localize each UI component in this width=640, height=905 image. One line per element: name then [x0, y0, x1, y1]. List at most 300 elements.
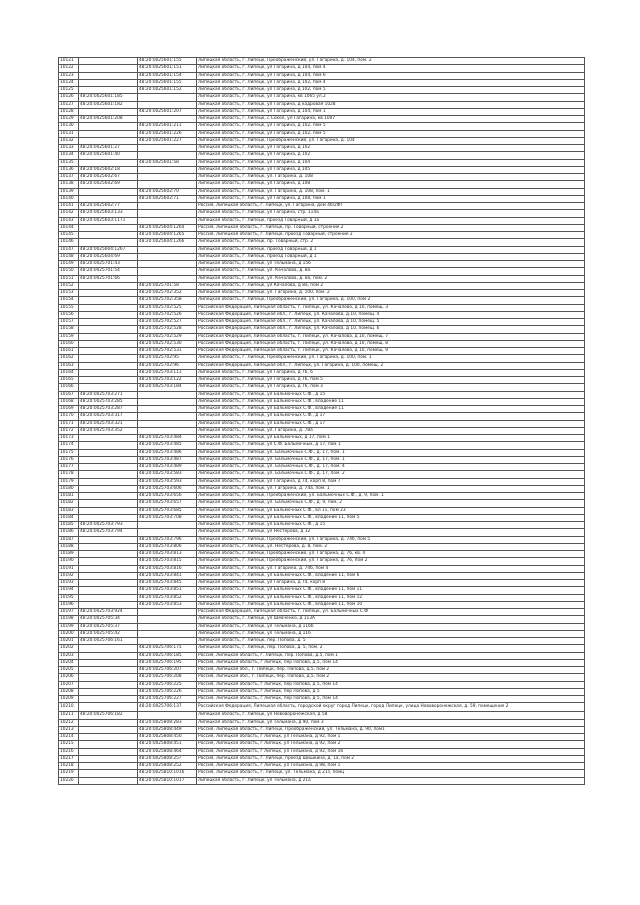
premises-number: 48:20:0025601:155	[138, 79, 197, 86]
parcel-number	[79, 58, 138, 65]
table-row	[59, 551, 585, 558]
table-row	[59, 116, 585, 123]
premises-number: 48:20:0025706:225	[138, 681, 197, 688]
table-row	[59, 638, 585, 645]
address: Россия, Липецкая обл., г. Липецк, пер. Попова, д.5, пом 2	[197, 667, 585, 674]
address: Липецкая область, г. Липецк, ул Гагарина, д 76, пом 5	[197, 377, 585, 384]
address: Липецкая область, г. Липецк, пер. Попова, д. 5	[197, 638, 585, 645]
table-row	[59, 464, 585, 471]
address: Липецкая область, г. Липецк, ул Гагарина, стр. 114а	[197, 210, 585, 217]
premises-number	[138, 275, 197, 282]
premises-number: 48:20:0025702:352	[138, 290, 197, 297]
parcel-number: 48:20:0025602:67	[79, 174, 138, 181]
table-row	[59, 543, 585, 550]
row-number: 10186	[59, 529, 79, 536]
premises-number: 48:20:0025601:227	[138, 137, 197, 144]
premises-number: 48:20:0025703:606	[138, 485, 197, 492]
premises-number: 48:20:0025601:211	[138, 123, 197, 130]
parcel-number	[79, 464, 138, 471]
row-number: 10176	[59, 456, 79, 463]
row-number: 10152	[59, 282, 79, 289]
premises-number	[138, 261, 197, 268]
address: Россия, Липецкая область, г Липецк, пер Попова, д 5	[197, 688, 585, 695]
table-row	[59, 667, 585, 674]
address: Липецкая область, г. Липецк, ул Гагарина, д 104, пом 6	[197, 72, 585, 79]
parcel-number	[79, 130, 138, 137]
premises-number: 48:20:0025703:813	[138, 551, 197, 558]
parcel-number: 48:20:0025705:34	[79, 616, 138, 623]
row-number: 10161	[59, 348, 79, 355]
table-row	[59, 253, 585, 260]
parcel-number	[79, 232, 138, 239]
parcel-number	[79, 507, 138, 514]
row-number: 10204	[59, 659, 79, 666]
premises-number: 48:20:0025703:841	[138, 572, 197, 579]
table-row	[59, 159, 585, 166]
table-row	[59, 770, 585, 777]
address: Липецкая область, г. Липецк, ул Гагарина, д 108	[197, 181, 585, 188]
row-number: 10209	[59, 696, 79, 703]
row-number: 10173	[59, 435, 79, 442]
table-row	[59, 712, 585, 719]
table-row	[59, 224, 585, 231]
parcel-number: 48:20:0025703:285	[79, 398, 138, 405]
parcel-number	[79, 108, 138, 115]
address: Липецкая область, г. Липецк, ул. Бальмочных С.Ф., д. 17, пом. 1	[197, 456, 585, 463]
premises-number: 48:20:0025703:852	[138, 594, 197, 601]
parcel-number	[79, 565, 138, 572]
premises-number	[138, 623, 197, 630]
premises-number: 48:20:0025703:487	[138, 456, 197, 463]
row-number: 10172	[59, 427, 79, 434]
premises-number: 48:20:0025703:583	[138, 471, 197, 478]
row-number: 10127	[59, 101, 79, 108]
premises-number: 48:20:0025808:252	[138, 763, 197, 770]
table-row	[59, 65, 585, 72]
parcel-number	[79, 442, 138, 449]
parcel-number	[79, 297, 138, 304]
address: Липецкая область, г. Липецк, ул. Бальмочных С.Ф., д. 17, пом. 4	[197, 464, 585, 471]
table-row	[59, 261, 585, 268]
parcel-number	[79, 485, 138, 492]
parcel-number	[79, 667, 138, 674]
address: Липецкая область, г. Липецк, ул Гагарина, д 102	[197, 152, 585, 159]
address: Липецкая область, г. Липецк, ул Нестерова, д 12	[197, 529, 585, 536]
row-number: 10188	[59, 543, 79, 550]
row-number: 10199	[59, 623, 79, 630]
address: Липецкая область, г. Липецк, ул Бальмочных С.Ф., владение 11	[197, 398, 585, 405]
parcel-number	[79, 674, 138, 681]
address: Липецкая область, г. Липецк, Преображенский, ул. Бальмочных С.Ф., д. 9, пом. 1	[197, 493, 585, 500]
premises-number: 48:20:0025703:796	[138, 536, 197, 543]
parcel-number	[79, 137, 138, 144]
premises-number: 48:20:0025702:96	[138, 362, 197, 369]
parcel-number	[79, 536, 138, 543]
parcel-number	[79, 123, 138, 130]
premises-number	[138, 427, 197, 434]
premises-number: 48:20:0025604:1266	[138, 239, 197, 246]
table-row	[59, 558, 585, 565]
parcel-number	[79, 493, 138, 500]
parcel-number	[79, 362, 138, 369]
table-row	[59, 355, 585, 362]
premises-number: 48:20:0025703:122	[138, 377, 197, 384]
address: Россия, Липецкая область, г. Липецк, ул. Гагарина, дом 4б/2ФТ	[197, 203, 585, 210]
row-number: 10159	[59, 333, 79, 340]
premises-number: 48:20:0025703:685	[138, 507, 197, 514]
address: Липецкая область, г. Липецк, ул. Качалова, д. 8а, пом. 2	[197, 275, 585, 282]
row-number: 10134	[59, 152, 79, 159]
parcel-number	[79, 72, 138, 79]
table-row	[59, 514, 585, 521]
table-row	[59, 137, 585, 144]
parcel-number	[79, 282, 138, 289]
address: Липецкая область, г. Липецк, ул. Бальмочных С.Ф., д. 17, пом. 2	[197, 471, 585, 478]
row-number: 10142	[59, 210, 79, 217]
address: Липецкая область, г. Липецк, ул. Качалова, д. 8а	[197, 268, 585, 275]
row-number: 10201	[59, 638, 79, 645]
address: Россия, Липецкая область, г. Липецк, Преображенский, ул. Тельмана, д. 90, пом1	[197, 726, 585, 733]
row-number: 10155	[59, 304, 79, 311]
parcel-number	[79, 449, 138, 456]
address: Липецкая область, г. Липецк, ул Гагарина, д 102, пом 4	[197, 79, 585, 86]
parcel-number: 48:20:0025603:133	[79, 210, 138, 217]
premises-number: 48:20:0025702:95	[138, 355, 197, 362]
parcel-number	[79, 652, 138, 659]
table-row	[59, 529, 585, 536]
parcel-number: 48:20:0025705:37	[79, 623, 138, 630]
row-number: 10214	[59, 734, 79, 741]
address: Липецкая область, г. Липецк, пр. Товарный, стр. 2	[197, 239, 585, 246]
row-number: 10150	[59, 268, 79, 275]
address: Липецкая область, г. Липецк, ул Гагарина, д 104, пом 1	[197, 108, 585, 115]
parcel-number	[79, 500, 138, 507]
parcel-number	[79, 319, 138, 326]
address: Россия, Липецкая область, г Липецк, ул Тельмана, д 92, пом 2	[197, 741, 585, 748]
table-row	[59, 493, 585, 500]
premises-number	[138, 638, 197, 645]
address: Липецкая область, г. Липецк, проезд Товарный, д 1	[197, 253, 585, 260]
parcel-number	[79, 290, 138, 297]
table-row	[59, 210, 585, 217]
row-number: 10187	[59, 536, 79, 543]
address: Россия, Липецкая область, г. Липецк, пер. Попова, д.5, пом 1	[197, 652, 585, 659]
address: Российская Федерация, Липецкая обл., г. Липецк, ул. Гагарина, д. 100, помещ. 2	[197, 362, 585, 369]
premises-number: 48:20:0025601:207	[138, 108, 197, 115]
address: Россия, Липецкая область, г Липецк, пер Попова, д.5, пом 14	[197, 659, 585, 666]
parcel-number	[79, 369, 138, 376]
row-number: 10135	[59, 159, 79, 166]
premises-number: 48:20:0025702:528	[138, 326, 197, 333]
parcel-number	[79, 188, 138, 195]
address: Россия, Липецкая обл., г. Липецк, пер. Попова, д.5, пом 2	[197, 674, 585, 681]
row-number: 10210	[59, 703, 79, 712]
premises-number: 48:20:0025706:137	[138, 703, 197, 712]
row-number: 10170	[59, 413, 79, 420]
row-number: 10213	[59, 726, 79, 733]
address: Липецкая область, г. Липецк, ул Тельмана, д 90, пом 3	[197, 719, 585, 726]
row-number: 10136	[59, 166, 79, 173]
address: Россия, Липецкая область, г Липецк, пер Попова, д 5, пом 14	[197, 696, 585, 703]
table-row	[59, 166, 585, 173]
address: Липецкая область, г. Липецк, ул Гагарина, д 102, пом 5	[197, 87, 585, 94]
premises-number: 48:20:0025601:151	[138, 65, 197, 72]
table-row	[59, 311, 585, 318]
row-number: 10122	[59, 65, 79, 72]
address: Липецкая область, г. Липецк, проезд Товарный, д 1	[197, 246, 585, 253]
row-number: 10163	[59, 362, 79, 369]
row-number: 10130	[59, 123, 79, 130]
parcel-number: 48:20:0025703:352	[79, 427, 138, 434]
address: Российская Федерация, Липецкая область, г. Липецк, ул. Качалова, д 10, помещ. 9	[197, 348, 585, 355]
premises-number: 48:20:0025702:531	[138, 348, 197, 355]
parcel-number	[79, 224, 138, 231]
row-number: 10217	[59, 755, 79, 762]
address: Липецкая область, г. Липецк, ул Бальмочных С.Ф., владение 11, пом 5	[197, 514, 585, 521]
parcel-number	[79, 726, 138, 733]
premises-number: 48:20:0025702:527	[138, 319, 197, 326]
address: Липецкая область, г. Липецк, ул Бальмочных С.Ф., д 15	[197, 391, 585, 398]
row-number: 10121	[59, 58, 79, 65]
table-row	[59, 688, 585, 695]
table-row	[59, 232, 585, 239]
premises-number: 48:20:0025701:58	[138, 282, 197, 289]
premises-number	[138, 181, 197, 188]
row-number: 10146	[59, 239, 79, 246]
address: Липецкая область, г. Липецк, проезд Товарный, д 1а	[197, 217, 585, 224]
table-row	[59, 79, 585, 86]
row-number: 10131	[59, 130, 79, 137]
parcel-number	[79, 456, 138, 463]
address: Липецкая область, г. Липецк, ул Тельмана, д 116	[197, 630, 585, 637]
row-number: 10133	[59, 145, 79, 152]
parcel-number	[79, 688, 138, 695]
premises-number: 48:20:0025602:71	[138, 195, 197, 202]
parcel-number	[79, 355, 138, 362]
table-row	[59, 500, 585, 507]
table-row	[59, 217, 585, 224]
parcel-number	[79, 755, 138, 762]
premises-number: 48:20:0025706:208	[138, 674, 197, 681]
row-number: 10178	[59, 471, 79, 478]
parcel-number: 48:20:0025602:77	[79, 203, 138, 210]
row-number: 10128	[59, 108, 79, 115]
premises-number: 48:20:0025808:464	[138, 748, 197, 755]
premises-number: 48:20:0025706:195	[138, 659, 197, 666]
premises-number	[138, 246, 197, 253]
table-row	[59, 152, 585, 159]
premises-number: 48:20:0025706:207	[138, 667, 197, 674]
table-row	[59, 101, 585, 108]
table-row	[59, 726, 585, 733]
row-number: 10198	[59, 616, 79, 623]
premises-number	[138, 253, 197, 260]
premises-number: 48:20:0025702:526	[138, 311, 197, 318]
table-row	[59, 130, 585, 137]
address: Липецкая область, г. Липецк, ул. Гагарина, д. 108	[197, 174, 585, 181]
premises-number: 48:20:0025703:853	[138, 601, 197, 608]
document-page	[58, 57, 580, 785]
premises-number	[138, 630, 197, 637]
row-number: 10160	[59, 340, 79, 347]
address: Липецкая область, г. Липецк, ул Гагарина, д 102	[197, 145, 585, 152]
premises-number	[138, 398, 197, 405]
parcel-number: 48:20:0025703:317	[79, 413, 138, 420]
premises-number: 48:20:0025703:657	[138, 500, 197, 507]
premises-number	[138, 413, 197, 420]
parcel-number	[79, 348, 138, 355]
table-row	[59, 630, 585, 637]
row-number: 10139	[59, 188, 79, 195]
table-row	[59, 391, 585, 398]
row-number: 10147	[59, 246, 79, 253]
address: Липецкая область, г. Липецк, ул Бальмочных С.Ф., д 15	[197, 522, 585, 529]
parcel-number	[79, 601, 138, 608]
premises-number: 48:20:0025602:70	[138, 188, 197, 195]
table-row	[59, 362, 585, 369]
table-row	[59, 507, 585, 514]
premises-number: 48:20:0025703:816	[138, 565, 197, 572]
parcel-number	[79, 645, 138, 652]
address: Липецкая область, г. Липецк, Преображенский, ул. Гагарина, д. 76, пом 2	[197, 558, 585, 565]
address: Липецкая область, г. Липецк, Преображенский, ул. Гагарина, д. 100, пом 2	[197, 297, 585, 304]
premises-number	[138, 210, 197, 217]
table-row	[59, 420, 585, 427]
row-number: 10125	[59, 87, 79, 94]
table-row	[59, 449, 585, 456]
address: Липецкая область, г. Липецк, ул Тельмана, д 21а	[197, 777, 585, 784]
parcel-number	[79, 478, 138, 485]
table-row	[59, 652, 585, 659]
parcel-number	[79, 572, 138, 579]
row-number: 10164	[59, 369, 79, 376]
table-row	[59, 748, 585, 755]
table-row	[59, 609, 585, 616]
address: Липецкая область, г. Липецк, ул Гагарина, д кадровая 1028	[197, 101, 585, 108]
premises-number: 48:20:0025601:155	[138, 58, 197, 65]
premises-number	[138, 522, 197, 529]
address: Липецкая область, г. Липецк, ул Бальмочных С.Ф., владение 11	[197, 406, 585, 413]
address: Российская Федерация, Липецкая область, городской округ город Липецк, город Липецк, улица Нововоронежская, д. 59, помещение 2	[197, 703, 585, 712]
row-number: 10166	[59, 384, 79, 391]
premises-number	[138, 101, 197, 108]
row-number: 10219	[59, 770, 79, 777]
table-row	[59, 755, 585, 762]
premises-number	[138, 616, 197, 623]
premises-number: 48:20:0025703:593	[138, 478, 197, 485]
table-row	[59, 703, 585, 712]
row-number: 10183	[59, 507, 79, 514]
address: Липецкая область, г. Липецк, Преображенский, ул. Гагарина, д. 104	[197, 137, 585, 144]
address: Липецкая область, г. Липецк, ул. Гагарина, д. 74б, пом 4	[197, 565, 585, 572]
table-row	[59, 326, 585, 333]
row-number: 10177	[59, 464, 79, 471]
table-row	[59, 275, 585, 282]
parcel-number: 48:20:0025703:287	[79, 406, 138, 413]
parcel-number: 48:20:0025706:161	[79, 638, 138, 645]
table-row	[59, 616, 585, 623]
address: Липецкая область, г. Липецк, ул Гагарина, д 74, корп 8	[197, 580, 585, 587]
premises-number: 48:20:0025706:227	[138, 696, 197, 703]
row-number: 10153	[59, 290, 79, 297]
row-number: 10181	[59, 493, 79, 500]
row-number: 10156	[59, 311, 79, 318]
row-number: 10205	[59, 667, 79, 674]
address: Липецкая область, г. Липецк, ул Тельмана, д 156	[197, 261, 585, 268]
parcel-number: 48:20:0025601:40	[79, 152, 138, 159]
table-row	[59, 580, 585, 587]
row-number: 10126	[59, 94, 79, 101]
address: Липецкая область, г. Липецк, с.Сокол, ул Гагарина, кв 1007	[197, 116, 585, 123]
table-row	[59, 536, 585, 543]
premises-number	[138, 145, 197, 152]
parcel-number	[79, 87, 138, 94]
address: Липецкая область, г. Липецк, Преображенский, ул. Гагарина, д. 74б, пом 5	[197, 536, 585, 543]
parcel-number	[79, 65, 138, 72]
address: Липецкая область, г. Липецк, ул Нововоронежская, д 58	[197, 712, 585, 719]
table-row	[59, 763, 585, 770]
row-number: 10132	[59, 137, 79, 144]
parcel-number: 48:20:0025701:43	[79, 261, 138, 268]
address: Российская Федерация, Липецкая обл., г. Липецк, ул. Качалова, д.10, помещ. 4	[197, 311, 585, 318]
premises-number: 48:20:0025703:708	[138, 514, 197, 521]
address: Россия, Липецкая область, г. Липецк, проезд Шишкина, д. 1а, пом 2	[197, 755, 585, 762]
table-row	[59, 427, 585, 434]
premises-number	[138, 391, 197, 398]
table-row	[59, 304, 585, 311]
premises-number	[138, 94, 197, 101]
table-row	[59, 442, 585, 449]
row-number: 10197	[59, 609, 79, 616]
table-row	[59, 572, 585, 579]
row-number: 10200	[59, 630, 79, 637]
address: Россия, Липецкая область, г Липецк, ул Тельмана, д 98, пом 1	[197, 763, 585, 770]
premises-number: 48:20:0025703:656	[138, 493, 197, 500]
address: Липецкая область, г. Липецк, ул Гагарина, д 76, 6	[197, 369, 585, 376]
row-number: 10129	[59, 116, 79, 123]
address: Липецкая область, г. Липецк, ул С.Ф. Бальмочных, д 17, пом 1	[197, 442, 585, 449]
premises-number	[138, 609, 197, 616]
address: Россия, Липецкая область, г Липецк, ул Тельмана, д 92, пом 1	[197, 734, 585, 741]
parcel-number: 48:20:0025601:208	[79, 116, 138, 123]
address: Липецкая область, г. Липецк, Преображенский, ул. Гагарина, д. 104, пом. 2	[197, 58, 585, 65]
parcel-number: 48:20:0025602:18	[79, 166, 138, 173]
row-number: 10158	[59, 326, 79, 333]
table-row	[59, 333, 585, 340]
parcel-number	[79, 384, 138, 391]
parcel-number	[79, 681, 138, 688]
premises-number: 48:20:0025703:806	[138, 543, 197, 550]
premises-number: 48:20:0025702:529	[138, 333, 197, 340]
address: Липецкая область, г. Липецк, ул. Нестерова, д. 8, пом. 2	[197, 543, 585, 550]
parcel-number: 48:20:0025603:1171	[79, 217, 138, 224]
address: Российская Федерация, Липецкая обл., г. Липецк, ул. Качалова, д 10, помещ. 6	[197, 326, 585, 333]
parcel-number	[79, 734, 138, 741]
premises-number: 48:20:0025703:484	[138, 435, 197, 442]
parcel-number: 48:20:0025604:69	[79, 253, 138, 260]
address: Российская Федерация, Липецкая область, г. Липецк, ул. Качалова, д 10, помещ. 7	[197, 333, 585, 340]
parcel-number	[79, 326, 138, 333]
address: Липецкая область, г. Липецк, ул Гагарина, д 74, корп 8, пом 7	[197, 478, 585, 485]
row-number: 10185	[59, 522, 79, 529]
address: Россия, Липецкая область, г. Липецк, ул. Тельмана, д 21з, помц	[197, 770, 585, 777]
row-number: 10193	[59, 580, 79, 587]
parcel-number: 48:20:0025604:1267	[79, 246, 138, 253]
table-row	[59, 623, 585, 630]
parcel-number: 48:20:0025601:27	[79, 145, 138, 152]
table-row	[59, 246, 585, 253]
address: Липецкая область, г. Липецк, ул Гагарина, д 104, пом 4	[197, 65, 585, 72]
